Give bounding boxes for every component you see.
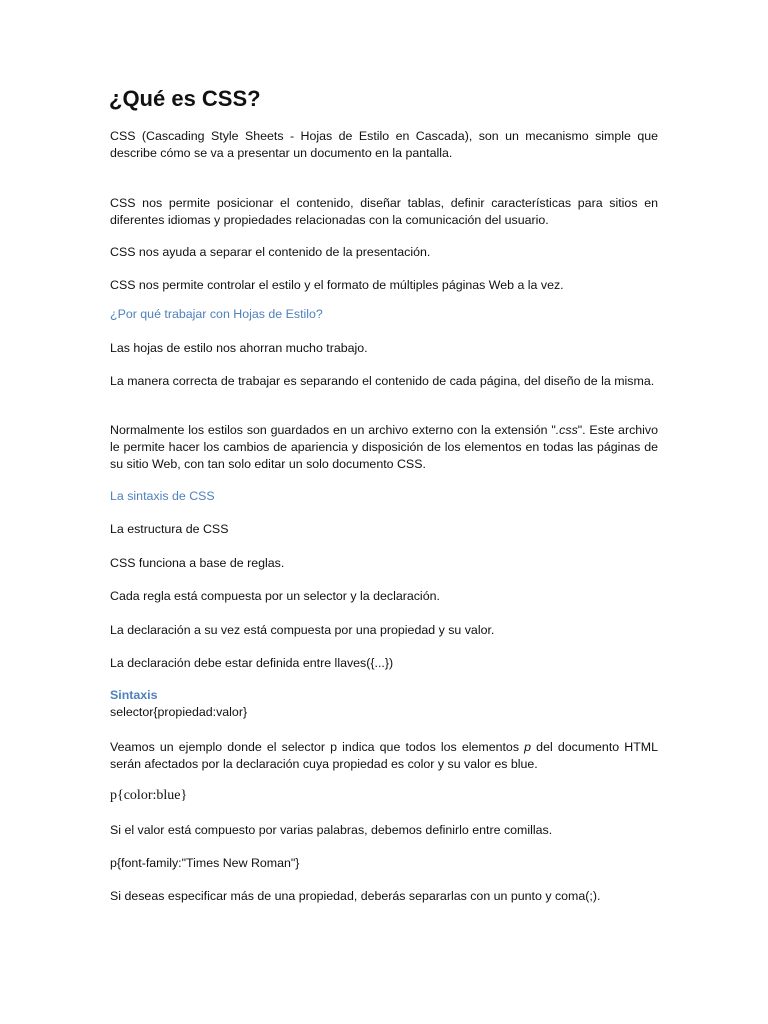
why-paragraph-3-end: ". Este archivo le permite hacer los cambios de apariencia y disposición de los elementos en todas las páginas de su sitio Web, con tan solo editar un solo documento CSS.: [110, 423, 659, 471]
syntax-paragraph-1: CSS funciona a base de reglas.: [110, 556, 285, 570]
intro-paragraph-1: CSS (Cascading Style Sheets - Hojas de Estilo en Cascada), son un mecanismo simple que describe cómo se va a presentar un documento en la pantalla.: [110, 129, 658, 160]
heading-sintaxis: Sintaxis: [110, 688, 158, 702]
intro-paragraph-3: CSS nos ayuda a separar el contenido de la presentación.: [110, 245, 431, 259]
example-paragraph-start: Veamos un ejemplo donde el selector p indica que todos los elementos: [110, 740, 525, 754]
why-paragraph-3-start: Normalmente los estilos son guardados en un archivo externo con la extensión ": [110, 423, 556, 437]
sintaxis-code: selector{propiedad:valor}: [110, 705, 248, 719]
page-title: ¿Qué es CSS?: [109, 86, 261, 111]
syntax-paragraph-3: La declaración a su vez está compuesta por una propiedad y su valor.: [110, 623, 495, 637]
heading-css-syntax: La sintaxis de CSS: [110, 489, 215, 503]
code-example-color: p{color:blue}: [110, 788, 188, 803]
example-paragraph: [110, 739, 658, 773]
quotes-paragraph: Si el valor está compuesto por varias palabras, debemos definirlo entre comillas.: [110, 823, 553, 837]
example-paragraph-end: del documento HTML serán afectados por la declaración cuya propiedad es color y su valor es blue.: [110, 740, 658, 771]
why-paragraph-3: [110, 422, 658, 473]
intro-paragraph-4: CSS nos permite controlar el estilo y el formato de múltiples páginas Web a la vez.: [110, 278, 564, 292]
syntax-paragraph-4: La declaración debe estar definida entre llaves({...}): [110, 656, 394, 670]
structure-label: La estructura de CSS: [110, 522, 229, 536]
intro-paragraph-2: CSS nos permite posicionar el contenido, diseñar tablas, definir características para sitios en diferentes idiomas y propiedades relacionadas con la comunicación del usuario.: [110, 196, 658, 227]
syntax-paragraph-2: Cada regla está compuesta por un selector y la declaración.: [110, 589, 440, 603]
example-selector-p: p: [524, 740, 532, 754]
css-extension: .css: [555, 423, 578, 437]
heading-why-stylesheets: ¿Por qué trabajar con Hojas de Estilo?: [110, 307, 323, 321]
why-paragraph-2: La manera correcta de trabajar es separando el contenido de cada página, del diseño de la misma.: [110, 374, 655, 388]
why-paragraph-1: Las hojas de estilo nos ahorran mucho trabajo.: [110, 341, 368, 355]
multiple-properties-paragraph: Si deseas especificar más de una propiedad, deberás separarlas con un punto y coma(;).: [110, 889, 601, 903]
code-example-font-family: p{font-family:"Times New Roman"}: [110, 856, 300, 870]
